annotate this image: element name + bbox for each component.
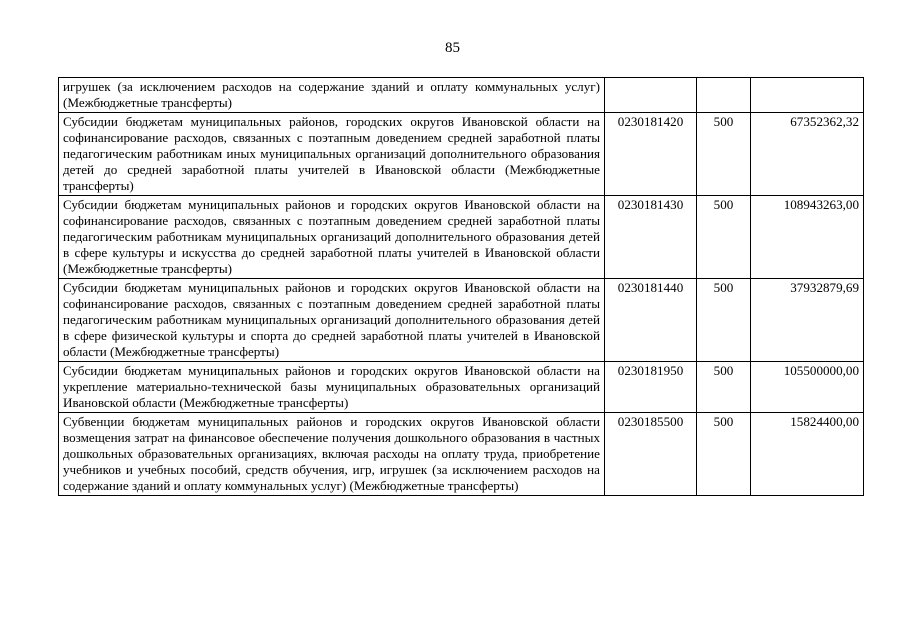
- row-code: 0230181950: [605, 362, 697, 413]
- budget-table: [58, 77, 864, 496]
- row-amount: [751, 78, 864, 113]
- row-expense-type: 500: [697, 279, 751, 362]
- row-description: Субсидии бюджетам муниципальных районов, городских округов Ивановской области на софинансирование расходов, связанных с поэтапным доведением средней заработной платы педагогическим работникам иных муниципальных организаций дополнительного образования детей до средней заработной платы учителей в Ивановской области (Межбюджетные трансферты): [59, 113, 605, 196]
- row-code: 0230181440: [605, 279, 697, 362]
- row-amount: 108943263,00: [751, 196, 864, 279]
- row-description: игрушек (за исключением расходов на содержание зданий и оплату коммунальных услуг) (Межбюджетные трансферты): [59, 78, 605, 113]
- row-expense-type: 500: [697, 113, 751, 196]
- table-row: [59, 113, 864, 196]
- table-row: [59, 196, 864, 279]
- row-code: [605, 78, 697, 113]
- row-description: Субсидии бюджетам муниципальных районов и городских округов Ивановской области на софинансирование расходов, связанных с поэтапным доведением средней заработной платы педагогическим работникам муниципальных организаций дополнительного образования детей в сфере физической культуры и спорта до средней заработной платы учителей в Ивановской области (Межбюджетные трансферты): [59, 279, 605, 362]
- row-code: 0230185500: [605, 413, 697, 496]
- page-number: 85: [445, 40, 460, 56]
- row-amount: 105500000,00: [751, 362, 864, 413]
- row-description: Субсидии бюджетам муниципальных районов и городских округов Ивановской области на софинансирование расходов, связанных с поэтапным доведением средней заработной платы педагогическим работникам муниципальных организаций дополнительного образования детей в сфере культуры и искусства до средней заработной платы учителей в Ивановской области (Межбюджетные трансферты): [59, 196, 605, 279]
- row-amount: 67352362,32: [751, 113, 864, 196]
- row-expense-type: 500: [697, 362, 751, 413]
- row-code: 0230181430: [605, 196, 697, 279]
- row-code: 0230181420: [605, 113, 697, 196]
- row-expense-type: 500: [697, 196, 751, 279]
- table-row: [59, 78, 864, 113]
- row-expense-type: [697, 78, 751, 113]
- table-row: [59, 362, 864, 413]
- row-expense-type: 500: [697, 413, 751, 496]
- table-row: [59, 413, 864, 496]
- row-description: Субсидии бюджетам муниципальных районов и городских округов Ивановской области на укрепление материально-технической базы муниципальных образовательных организаций Ивановской области (Межбюджетные трансферты): [59, 362, 605, 413]
- row-amount: 37932879,69: [751, 279, 864, 362]
- table-row: [59, 279, 864, 362]
- row-description: Субвенции бюджетам муниципальных районов и городских округов Ивановской области возмещения затрат на финансовое обеспечение получения дошкольного образования в частных дошкольных образовательных организациях, включая расходы на оплату труда, приобретение учебников и учебных пособий, средств обучения, игр, игрушек (за исключением расходов на содержание зданий и оплату коммунальных услуг) (Межбюджетные трансферты): [59, 413, 605, 496]
- row-amount: 15824400,00: [751, 413, 864, 496]
